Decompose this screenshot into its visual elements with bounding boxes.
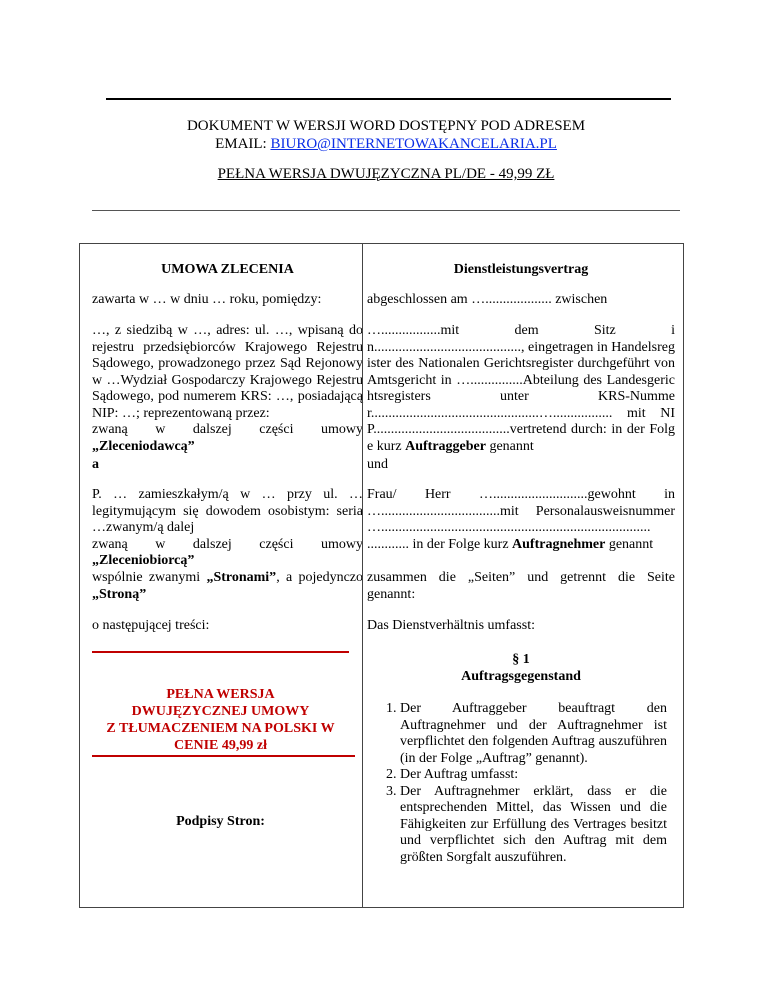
- polish-and: a: [92, 457, 99, 472]
- polish-party1: [92, 323, 363, 455]
- german-parties: zusammen die „Seiten” und getrennt die Seite genannt:: [367, 570, 675, 602]
- top-rule: [106, 98, 671, 100]
- german-concluded: abgeschlossen am …................... zwischen: [367, 292, 608, 307]
- section-title: Auftragsgegenstand: [461, 669, 581, 684]
- list-item: 2. Der Auftrag umfasst:: [400, 767, 667, 784]
- promo-line-1: PEŁNA WERSJA: [166, 687, 275, 702]
- polish-parties-c: , a pojedynczo: [276, 570, 363, 585]
- polish-content: o następującej treści:: [92, 618, 210, 633]
- polish-party1-called: zwaną w dalszej części umowy: [92, 422, 363, 437]
- polish-party2-name: „Zleceniobiorcą”: [92, 553, 195, 568]
- header-line-2: [92, 134, 680, 154]
- polish-party1-text: …, z siedzibą w …, adres: ul. …, wpisaną do rejestru przedsiębiorców Krajowego Rejestru Sądowego, prowadzonego przez Sąd Rejonowy w …Wydział Gospodarczy Krajowego Rejestru Sądowego, pod numerem KRS: …, posiadającą NIP: …; reprezentowaną przez:: [92, 323, 363, 421]
- german-party1-name: Auftraggeber: [405, 438, 486, 454]
- header-line-3: PEŁNA WERSJA DWUJĘZYCZNA PL/DE - 49,99 ZŁ: [217, 166, 555, 182]
- obligations-list: [367, 701, 667, 866]
- email-prefix: EMAIL:: [215, 136, 271, 152]
- contract-table: [79, 243, 684, 908]
- german-title: Dienstleistungsvertrag: [453, 262, 589, 277]
- polish-party1-name: „Zleceniodawcą”: [92, 438, 195, 454]
- polish-party2-called: zwaną w dalszej części umowy: [92, 536, 363, 552]
- german-party1: [367, 323, 675, 455]
- polish-parties-b: „Stronami”: [206, 570, 277, 585]
- list-item: 3. Der Auftragnehmer erklärt, dass er die entsprechenden Mittel, das Wissen und die Fähigkeiten zur Erfüllung des Vertrages besitzt und verpflichtet sich den Auftrag mit dem größten Sorgfalt auszuführen.: [400, 784, 667, 867]
- german-party1-suffix: genannt: [485, 438, 534, 454]
- polish-parties: [92, 570, 363, 603]
- german-party1-text: ….................mit dem Sitz in.........................................., eingetragen in Handelsregister des Nationalen Gerichtsregister durchgeführt von Amtsgericht in …...............Abteilung des Landesgerichtsregisters unter KRS-Nummer................................................…................. mit NIP.......................................vertretend durch: in der Folge kurz: [367, 323, 675, 454]
- separator-rule: [92, 210, 680, 211]
- email-link[interactable]: BIURO@INTERNETOWAKANCELARIA.PL: [270, 136, 557, 152]
- polish-party2: [92, 487, 363, 570]
- promo-line-2: DWUJĘZYCZNEJ UMOWY: [131, 704, 310, 719]
- promo-line-4: CENIE 49,99 zł: [174, 738, 267, 753]
- polish-party2-text: P. … zamieszkałym/ą w … przy ul. … legitymującym się dowodem osobistym: seria …zwanym/ą dalej: [92, 487, 363, 535]
- promo-bottom-line: [92, 755, 355, 757]
- german-party2-text: Frau/ Herr …...........................gewohnt in …..................................mit Personalausweisnummer …............................................................................. ............ in der Folge kurz: [367, 487, 675, 552]
- german-content: Das Dienstverhältnis umfasst:: [367, 618, 535, 633]
- german-party2-suffix: genannt: [605, 536, 654, 552]
- polish-parties-d: „Stroną”: [92, 586, 147, 602]
- header-line-1: DOKUMENT W WERSJI WORD DOSTĘPNY POD ADRESEM: [186, 118, 586, 134]
- promo-line-3: Z TŁUMACZENIEM NA POLSKI W: [106, 721, 335, 736]
- list-item: 1. Der Auftraggeber beauftragt den Auftragnehmer und der Auftragnehmer ist verpflichtet den folgenden Auftrag auszuführen (in der Folge „Auftrag” genannt).: [400, 701, 667, 767]
- polish-title: UMOWA ZLECENIA: [161, 262, 294, 277]
- signatures-label: Podpisy Stron:: [176, 814, 265, 829]
- section-number: § 1: [512, 652, 530, 667]
- german-party2: [367, 487, 675, 553]
- promo-block: [92, 686, 349, 754]
- polish-parties-a: wspólnie zwanymi: [92, 570, 207, 585]
- german-party2-name: Auftragnehmer: [512, 536, 606, 552]
- polish-concluded: zawarta w … w dniu … roku, pomiędzy:: [92, 292, 322, 307]
- promo-top-line: [92, 651, 349, 653]
- column-divider: [362, 244, 363, 907]
- german-and: und: [367, 457, 388, 472]
